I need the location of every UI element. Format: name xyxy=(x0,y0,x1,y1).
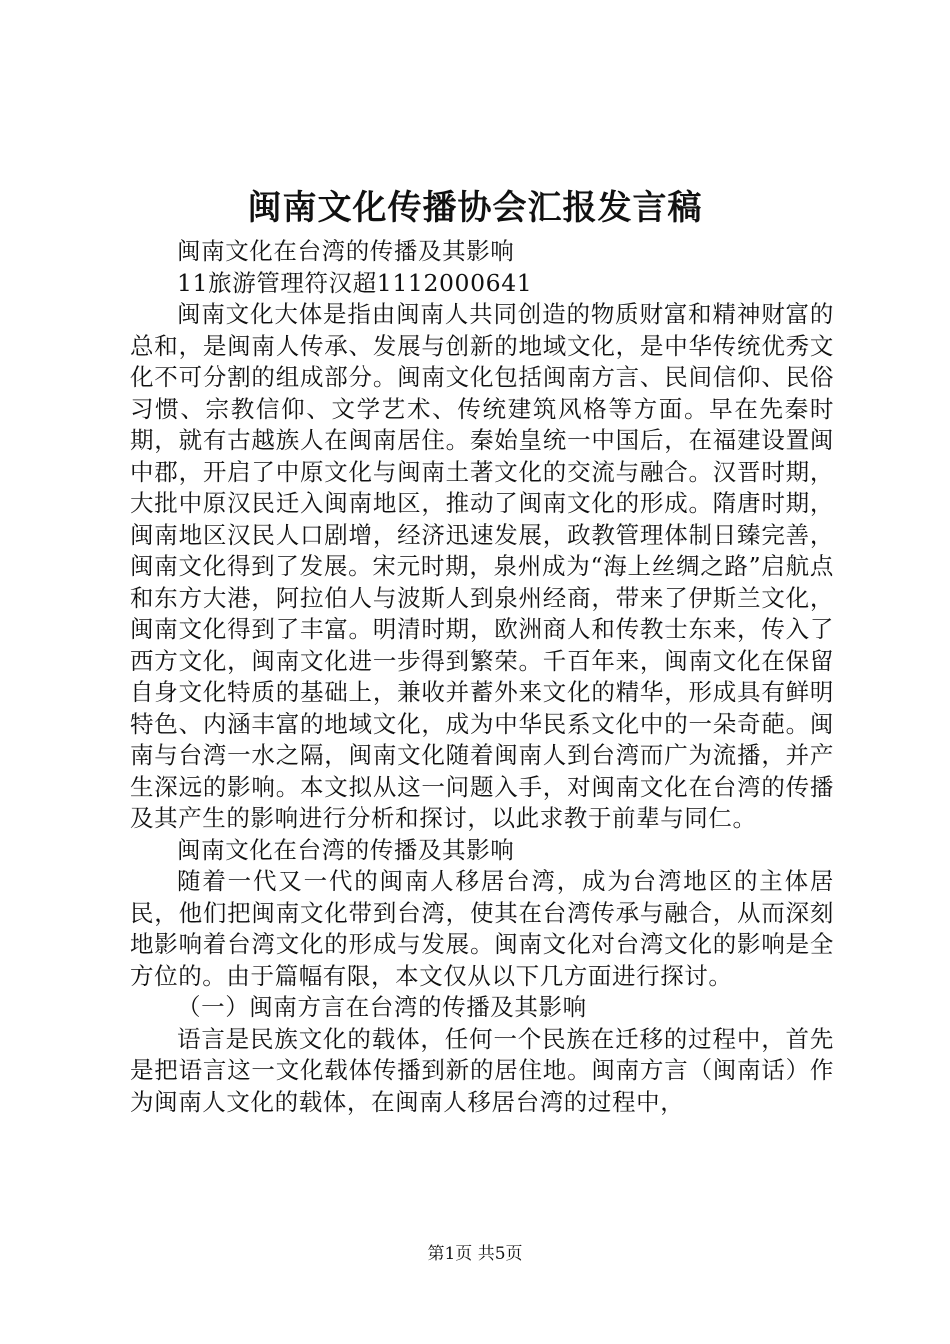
document-body xyxy=(130,236,834,1118)
page-footer: 第1页 共5页 xyxy=(427,1244,523,1264)
paragraph-intro: 闽南文化大体是指由闽南人共同创造的物质财富和精神财富的总和，是闽南人传承、发展与创新的地域文化，是中华传统优秀文化不可分割的组成部分。闽南文化包括闽南方言、民间信仰、民俗习惯、宗教信仰、文学艺术、传统建筑风格等方面。早在先秦时期，就有古越族人在闽南居住。秦始皇统一中国后，在福建设置闽中郡，开启了中原文化与闽南土著文化的交流与融合。汉晋时期，大批中原汉民迁入闽南地区，推动了闽南文化的形成。隋唐时期，闽南地区汉民人口剧增，经济迅速发展，政教管理体制日臻完善，闽南文化得到了发展。宋元时期，泉州成为“海上丝绸之路”启航点和东方大港，阿拉伯人与波斯人到泉州经商，带来了伊斯兰文化，闽南文化得到了丰富。明清时期，欧洲商人和传教士东来，传入了西方文化，闽南文化进一步得到繁荣。千百年来，闽南文化在保留自身文化特质的基础上，兼收并蓄外来文化的精华，形成具有鲜明特色、内涵丰富的地域文化，成为中华民系文化中的一朵奇葩。闽南与台湾一水之隔，闽南文化随着闽南人到台湾而广为流播，并产生深远的影响。本文拟从这一问题入手，对闽南文化在台湾的传播及其产生的影响进行分析和探讨，以此求教于前辈与同仁。 xyxy=(130,300,834,832)
paragraph-language: 语言是民族文化的载体，任何一个民族在迁移的过程中，首先是把语言这一文化载体传播到新的居住地。闽南方言（闽南话）作为闽南人文化的载体，在闽南人移居台湾的过程中， xyxy=(130,1024,834,1116)
subtitle: 闽南文化在台湾的传播及其影响 xyxy=(177,237,515,265)
paragraph-section-intro: 随着一代又一代的闽南人移居台湾，成为台湾地区的主体居民，他们把闽南文化带到台湾，使其在台湾传承与融合，从而深刻地影响着台湾文化的形成与发展。闽南文化对台湾文化的影响是全方位的。由于篇幅有限，本文仅从以下几方面进行探讨。 xyxy=(130,867,834,990)
author-line: 11旅游管理符汉超1112000641 xyxy=(177,268,533,297)
subsection-heading: （一）闽南方言在台湾的传播及其影响 xyxy=(177,993,587,1021)
document-title: 闽南文化传播协会汇报发言稿 xyxy=(247,188,703,228)
section-heading: 闽南文化在台湾的传播及其影响 xyxy=(177,835,515,864)
